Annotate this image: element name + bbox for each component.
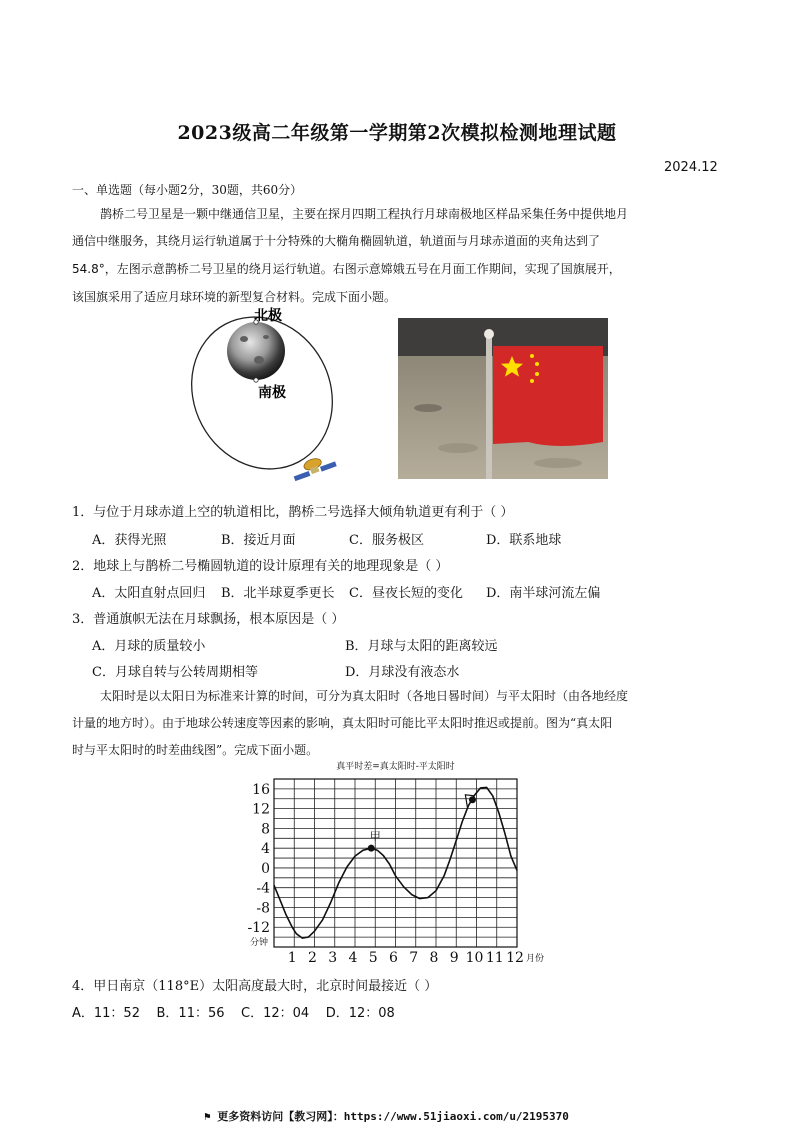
page-title: 2023级高二年级第一学期第2次模拟检测地理试题	[177, 122, 617, 144]
passage1-line2: 通信中继服务，其绕月运行轨道属于十分特殊的大椭角椭圆轨道，轨道面与月球赤道面的夹角达到了	[72, 234, 601, 248]
q2-option-c[interactable]: C．昼夜长短的变化	[349, 586, 463, 601]
x-tick-label: 5	[368, 950, 378, 966]
x-tick-label: 7	[409, 950, 419, 966]
data-point	[368, 845, 375, 852]
y-tick-label: -8	[256, 900, 270, 917]
q3-option-c[interactable]: C．月球自转与公转周期相等	[92, 665, 258, 680]
moon-icon	[227, 322, 285, 380]
south-pole-dot	[254, 378, 258, 382]
lunar-flag-photo	[398, 318, 608, 479]
q3-option-b[interactable]: B．月球与太阳的距离较远	[345, 639, 498, 654]
equation-of-time-chart	[240, 757, 560, 967]
q2-option-b[interactable]: B．北半球夏季更长	[221, 586, 335, 601]
chart-title: 真平时差=真太阳时-平太阳时	[336, 762, 455, 772]
point-label-jia: 甲	[369, 830, 381, 844]
x-tick-label: 4	[348, 950, 358, 966]
x-tick-label: 9	[449, 950, 459, 966]
x-tick-label: 1	[287, 950, 297, 966]
y-tick-label: 8	[261, 821, 270, 838]
q1-option-c[interactable]: C．服务极区	[349, 533, 424, 548]
x-tick-label: 3	[328, 950, 338, 966]
q4-options[interactable]: A．11：52 B．11：56 C．12：04 D．12：08	[72, 1006, 395, 1021]
south-pole-label: 南极	[258, 385, 286, 401]
passage2-line2: 计量的地方时）。由于地球公转速度等因素的影响，真太阳时可能比平太阳时推迟或提前。图为“真太阳	[72, 716, 613, 730]
x-tick-label: 8	[429, 950, 439, 966]
q4-stem: 4．甲日南京（118°E）太阳高度最大时，北京时间最接近（ ）	[72, 979, 438, 994]
q3-option-a[interactable]: A．月球的质量较小	[92, 639, 206, 654]
passage2-line3: 时与平太阳时的时差曲线图”。完成下面小题。	[72, 743, 319, 757]
exam-date: 2024.12	[664, 160, 718, 175]
y-tick-label: -12	[247, 920, 270, 937]
x-tick-label: 6	[389, 950, 398, 966]
flag-pole	[486, 338, 492, 479]
q3-stem: 3．普通旗帜无法在月球飘扬，根本原因是（ ）	[72, 612, 345, 627]
north-pole-label: 北极	[254, 308, 282, 324]
flag-icon	[493, 346, 603, 446]
data-point	[469, 796, 476, 803]
y-tick-label: -4	[256, 880, 270, 897]
x-tick-label: 12	[506, 950, 524, 966]
satellite-icon	[290, 452, 336, 481]
q1-stem: 1．与位于月球赤道上空的轨道相比，鹊桥二号选择大倾角轨道更有利于（ ）	[72, 505, 514, 520]
x-tick-label: 10	[465, 950, 484, 966]
y-tick-label: 0	[261, 860, 270, 877]
y-tick-label: 4	[261, 841, 270, 858]
section-heading: 一、单选题（每小题2分，30题，共60分）	[72, 183, 303, 197]
y-axis-label: 分钟	[250, 938, 269, 948]
q2-option-a[interactable]: A．太阳直射点回归	[92, 586, 206, 601]
q2-option-d[interactable]: D．南半球河流左偏	[486, 586, 601, 601]
q2-stem: 2．地球上与鹊桥二号椭圆轨道的设计原理有关的地理现象是（ ）	[72, 559, 449, 574]
q1-option-d[interactable]: D．联系地球	[486, 533, 562, 548]
x-tick-label: 11	[485, 950, 504, 966]
q1-option-a[interactable]: A．获得光照	[92, 533, 167, 548]
x-tick-label: 2	[308, 950, 317, 966]
q3-option-d[interactable]: D．月球没有液态水	[345, 665, 460, 680]
y-tick-label: 12	[252, 801, 270, 818]
passage1-line4: 该国旗采用了适应月球环境的新型复合材料。完成下面小题。	[72, 290, 397, 304]
passage2-line1: 太阳时是以太阳日为标准来计算的时间，可分为真太阳时（各地日晷时间）与平太阳时（由各地经度	[100, 689, 629, 703]
passage1-line1: 鹊桥二号卫星是一颗中继通信卫星，主要在探月四期工程执行月球南极地区样品采集任务中提供地月	[100, 207, 629, 221]
x-axis-label: 月份	[525, 954, 545, 964]
inclination-value: 54.8°	[72, 262, 105, 276]
passage1-line3-text: ，左图示意鹊桥二号卫星的绕月运行轨道。右图示意嫦娥五号在月面工作期间，实现了国旗展开，	[104, 262, 621, 276]
orbit-diagram	[188, 302, 358, 487]
flag-bullet-icon: ⚑	[204, 1110, 218, 1123]
passage1-line3	[72, 256, 621, 283]
y-tick-label: 16	[252, 781, 270, 798]
q1-option-b[interactable]: B．接近月面	[221, 533, 296, 548]
footer-text: 更多资料访问【教习网】：https://www.51jiaoxi.com/u/2195370	[217, 1110, 569, 1123]
footer-link[interactable]	[204, 1108, 569, 1124]
